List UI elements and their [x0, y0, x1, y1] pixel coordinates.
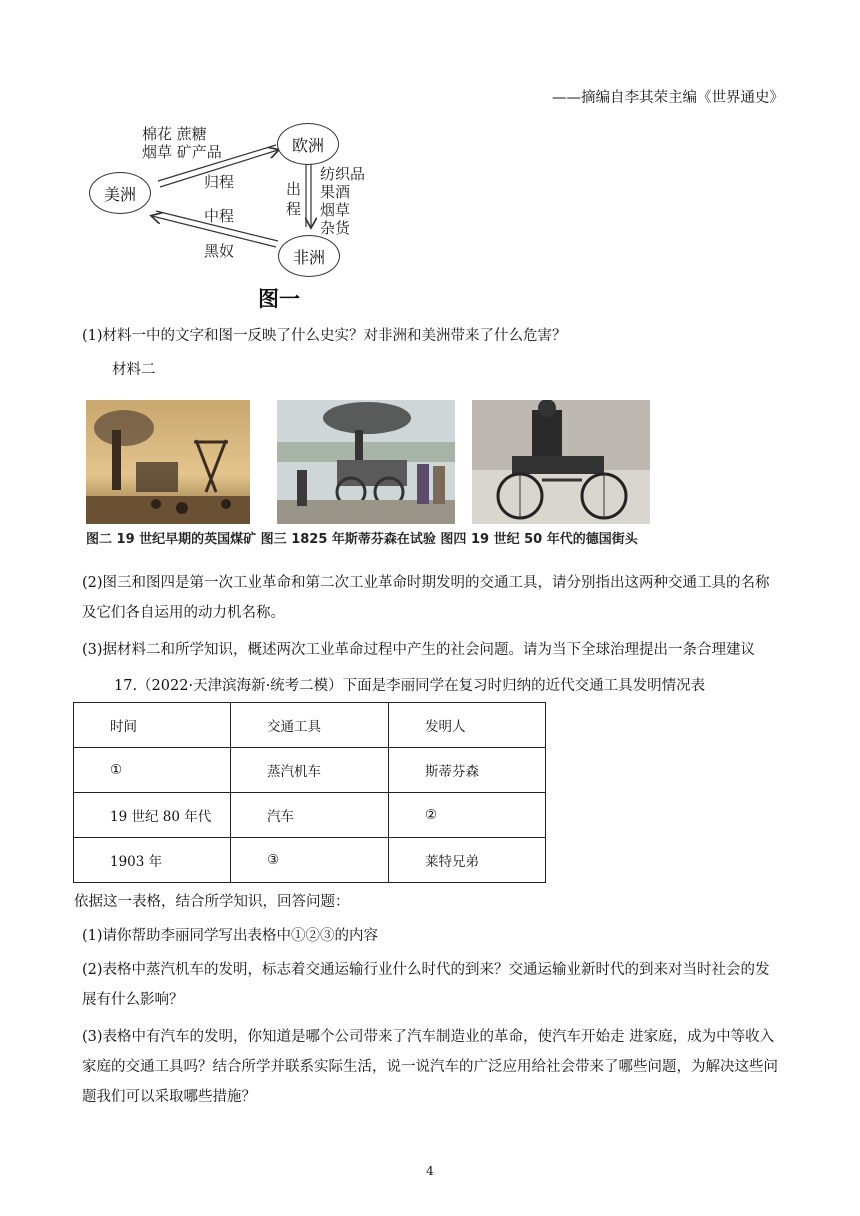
source-citation: ——摘编自李其荣主编《世界通史》 — [552, 90, 784, 106]
question-1-1: (1)材料一中的文字和图一反映了什么史实？对非洲和美洲带来了什么危害？ — [82, 328, 567, 344]
table-cell: 莱特兄弟 — [389, 838, 546, 883]
node-america: 美洲 — [89, 172, 151, 214]
table-header-cell: 时间 — [74, 703, 231, 748]
page-number: 4 — [426, 1164, 434, 1178]
table-cell: 19 世纪 80 年代 — [74, 793, 231, 838]
question-17-heading: 17.（2022·天津滨海新·统考二模）下面是李丽同学在复习时归纳的近代交通工具发明情况表 — [114, 678, 706, 694]
return-leg-label: 归程 — [204, 173, 235, 191]
table-cell: ① — [74, 748, 231, 793]
middle-leg-label: 中程 — [204, 207, 235, 225]
question-2-3: (3)表格中有汽车的发明，你知道是哪个公司带来了汽车制造业的革命，使汽车开始走 进家庭，成为中等收入家庭的交通工具吗？结合所学并联系实际生活，说一说汽车的广泛应用给社会带来了哪些问题，为解决这些问题我们可以采取哪些措施？ — [82, 1029, 778, 1105]
photo-caption: 图二 19 世纪早期的英国煤矿 图三 1825 年斯蒂芬森在试验 图四 19 世纪 50 年代的德国街头 — [86, 532, 638, 547]
transport-inventions-table — [73, 702, 546, 883]
table-cell: 斯蒂芬森 — [389, 748, 546, 793]
table-cell: 蒸汽机车 — [231, 748, 389, 793]
node-africa: 非洲 — [278, 235, 340, 277]
goods-to-europe-line2: 烟草 矿产品 — [142, 143, 222, 161]
slaves-label: 黑奴 — [204, 242, 235, 260]
goods-to-africa-item: 烟草 — [320, 201, 351, 219]
question-2-2: (2)表格中蒸汽机车的发明，标志着交通运输行业什么时代的到来？交通运输业新时代的到来对当时社会的发展有什么影响？ — [82, 962, 770, 1008]
goods-to-africa-list — [320, 165, 365, 237]
table-cell: ② — [389, 793, 546, 838]
photo-british-coal-mine — [86, 400, 250, 524]
figure1-title: 图一 — [258, 287, 300, 311]
table-header-cell: 发明人 — [389, 703, 546, 748]
table-header-row — [74, 703, 546, 748]
goods-to-europe-line1: 棉花 蔗糖 — [142, 125, 207, 143]
goods-to-africa-item: 杂货 — [320, 219, 351, 237]
table-header-cell: 交通工具 — [231, 703, 389, 748]
triangle-trade-diagram — [80, 115, 380, 315]
table-cell: 汽车 — [231, 793, 389, 838]
goods-to-africa-item: 果酒 — [320, 183, 351, 201]
table-row — [74, 838, 546, 883]
table-row — [74, 748, 546, 793]
table-row — [74, 793, 546, 838]
node-europe: 欧洲 — [277, 123, 339, 165]
question-2-1: (1)请你帮助李丽同学写出表格中①②③的内容 — [82, 928, 379, 944]
goods-to-africa-item: 纺织品 — [320, 165, 366, 183]
outbound-leg-label: 出程 — [286, 180, 302, 218]
photo-german-street-car — [472, 400, 650, 524]
table-cell: 1903 年 — [74, 838, 231, 883]
question-1-3: (3)据材料二和所学知识，概述两次工业革命过程中产生的社会问题。请为当下全球治理提出一条合理建议 — [82, 642, 756, 658]
photo-stephenson-locomotive-trial — [277, 400, 455, 524]
table-cell: ③ — [231, 838, 389, 883]
table-intro: 依据这一表格，结合所学知识，回答问题： — [74, 894, 350, 910]
material-2-label: 材料二 — [112, 362, 156, 378]
question-1-2: (2)图三和图四是第一次工业革命和第二次工业革命时期发明的交通工具，请分别指出这两种交通工具的名称及它们各自运用的动力机名称。 — [82, 575, 770, 621]
